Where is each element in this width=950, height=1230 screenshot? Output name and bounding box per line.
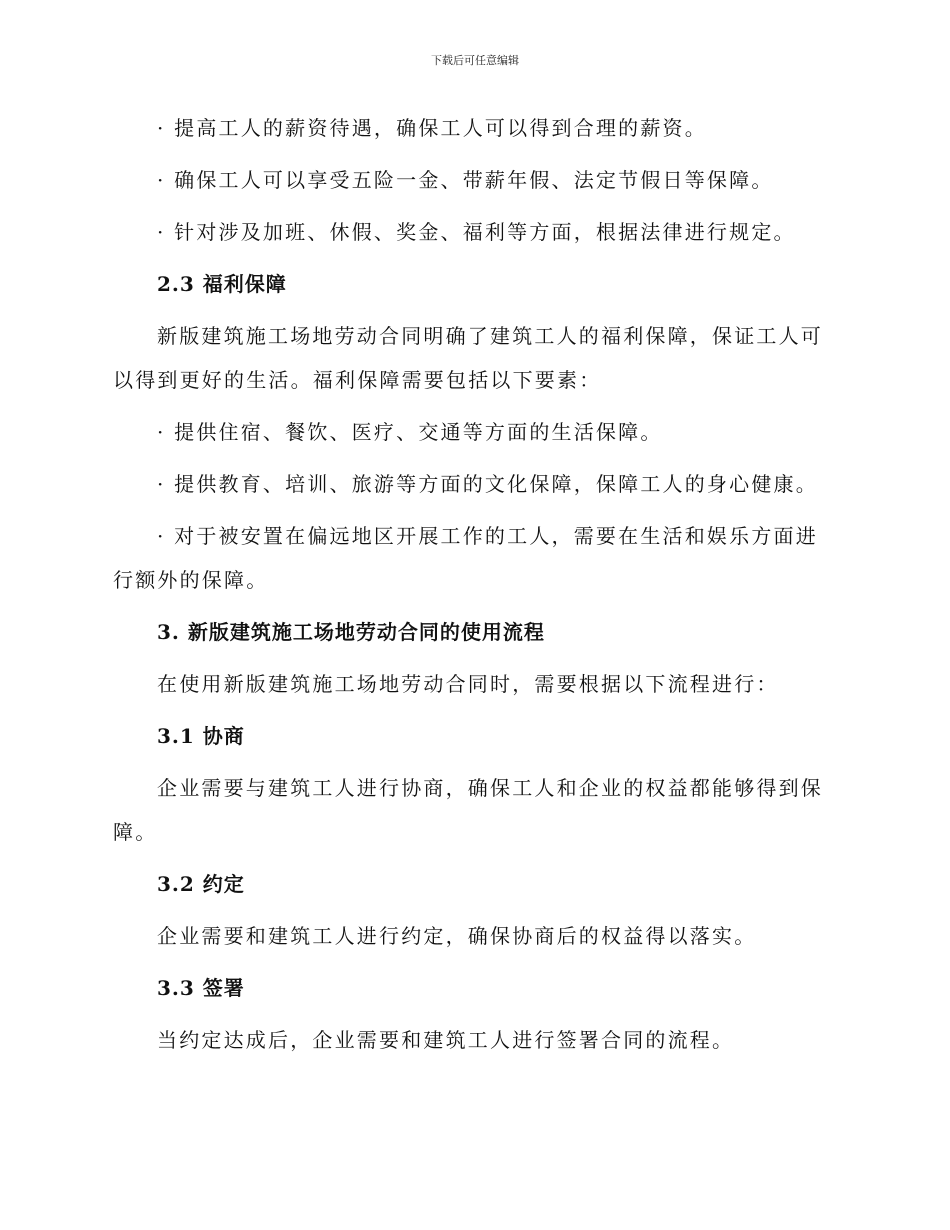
paragraph-welfare: 新版建筑施工场地劳动合同明确了建筑工人的福利保障，保证工人可以得到更好的生活。福利保障需要包括以下要素： — [113, 324, 823, 392]
paragraph-agree: 企业需要和建筑工人进行约定，确保协商后的权益得以落实。 — [157, 924, 757, 948]
bullet-living: · 提供住宿、餐饮、医疗、交通等方面的生活保障。 — [157, 420, 663, 444]
heading-3: 3. 新版建筑施工场地劳动合同的使用流程 — [157, 620, 545, 644]
heading-3-1: 3.1 协商 — [157, 724, 245, 748]
heading-3-2: 3.2 约定 — [157, 872, 245, 896]
heading-3-3: 3.3 签署 — [157, 976, 245, 1000]
document-body — [113, 106, 833, 1070]
page-header: 下载后可任意编辑 — [431, 54, 519, 67]
paragraph-process: 在使用新版建筑施工场地劳动合同时，需要根据以下流程进行： — [157, 672, 779, 696]
bullet-insurance: · 确保工人可以享受五险一金、带薪年假、法定节假日等保障。 — [157, 168, 774, 192]
paragraph-negotiate: 企业需要与建筑工人进行协商，确保工人和企业的权益都能够得到保障。 — [113, 776, 823, 844]
bullet-overtime: · 针对涉及加班、休假、奖金、福利等方面，根据法律进行规定。 — [157, 220, 796, 244]
bullet-culture: · 提供教育、培训、旅游等方面的文化保障，保障工人的身心健康。 — [157, 472, 818, 496]
bullet-salary: · 提高工人的薪资待遇，确保工人可以得到合理的薪资。 — [157, 116, 707, 140]
bullet-remote: · 对于被安置在偏远地区开展工作的工人，需要在生活和娱乐方面进行额外的保障。 — [113, 524, 818, 592]
heading-2-3: 2.3 福利保障 — [157, 272, 287, 296]
paragraph-sign: 当约定达成后，企业需要和建筑工人进行签署合同的流程。 — [157, 1028, 735, 1052]
